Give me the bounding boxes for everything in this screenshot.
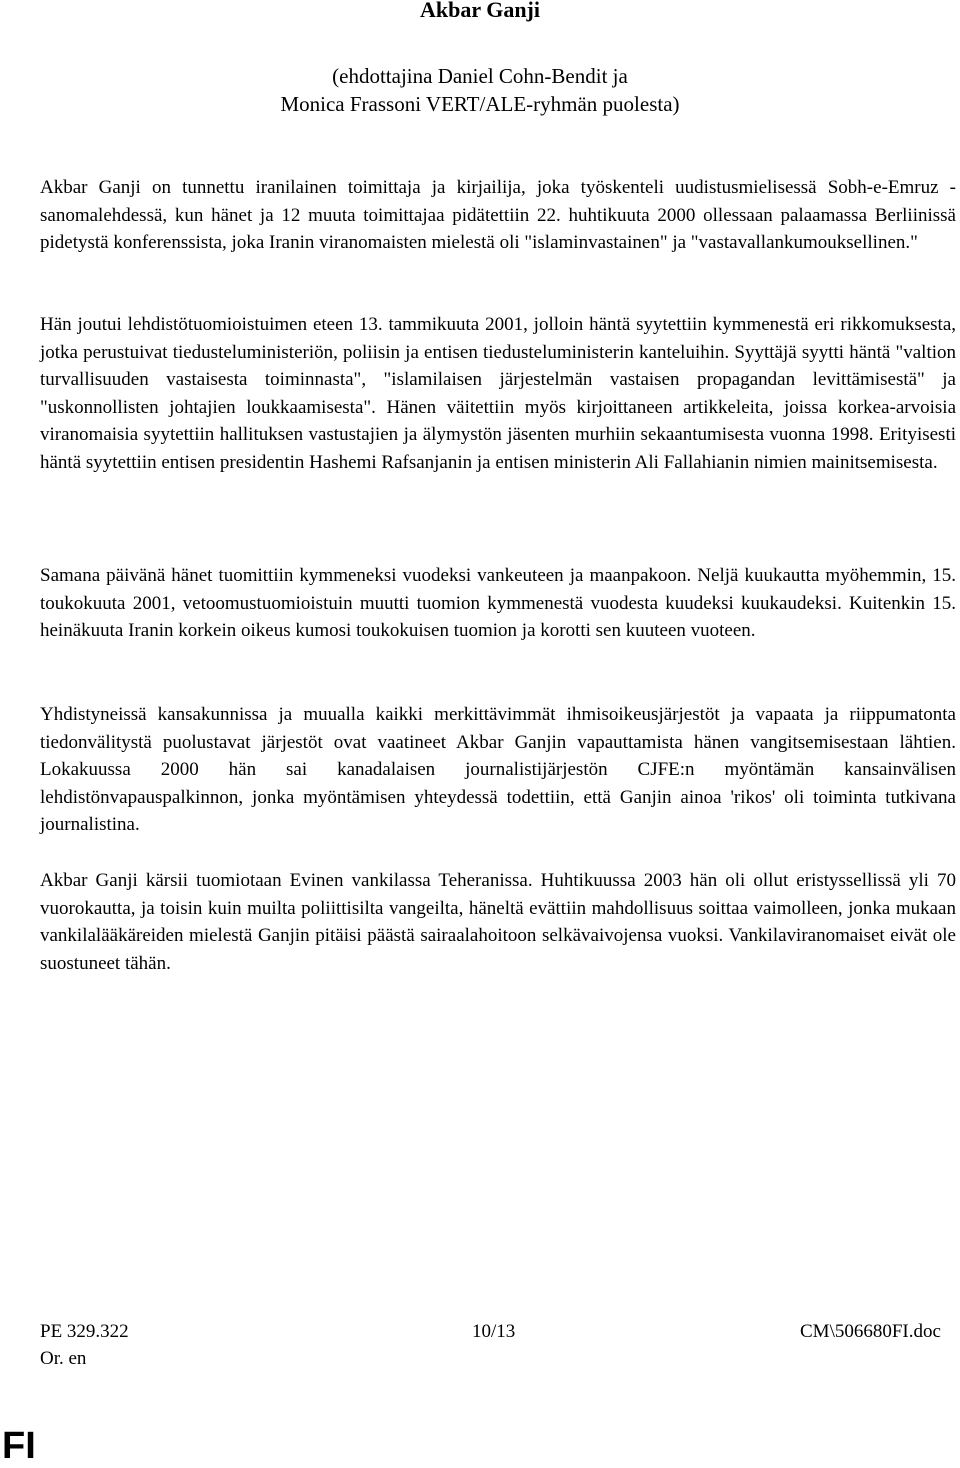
paragraph-1: Akbar Ganji on tunnettu iranilainen toimittaja ja kirjailija, joka työskenteli uudistusmielisessä Sobh-e-Emruz -sanomalehdessä, kun hänet ja 12 muuta toimittajaa pidätettiin 22. huhtikuuta 2000 ollessaan palaamassa Berliinissä pidetystä konferenssista, joka Iranin viranomaisten mielestä oli "islaminvastainen" ja "vastavallankumouksellinen.": [40, 177, 956, 253]
language-code: FI: [2, 1425, 36, 1467]
paragraph-2: Hän joutui lehdistötuomioistuimen eteen 13. tammikuuta 2001, jolloin häntä syytettiin kymmenestä eri rikkomuksesta, jotka perustuivat tiedusteluministeriön, poliisin ja entisen tiedusteluministerin kanteluihin. Syyttäjä syytti häntä "valtion turvallisuuden vastaisesta toiminnasta", "islamilaisen järjestelmän vastaisen propagandan levittämisestä" ja "uskonnollisten johtajien loukkaamisesta". Hänen väitettiin myös kirjoittaneen artikkeleita, joissa korkea-arvoisia viranomaisia syytettiin hallituksen vastustajien ja älymystön jäsenten murhiin sekaantumisesta vuonna 1998. Erityisesti häntä syytettiin entisen presidentin Hashemi Rafsanjanin ja entisen ministerin Ali Fallahianin nimien mainitsemisesta.: [40, 314, 956, 473]
footer-original-language: Or. en: [40, 1348, 87, 1369]
footer-page-number: 10/13: [472, 1321, 516, 1342]
footer-reference: PE 329.322: [40, 1321, 129, 1342]
document-subtitle: [0, 62, 960, 118]
paragraph-4: Yhdistyneissä kansakunnissa ja muualla kaikki merkittävimmät ihmisoikeusjärjestöt ja vapaata ja riippumatonta tiedonvälitystä puolustavat järjestöt ovat vaatineet Akbar Ganjin vapauttamista hänen vangitsemisestaan lähtien. Lokakuussa 2000 hän sai kanadalaisen journalistijärjestön CJFE:n myöntämän kansainvälisen lehdistönvapauspalkinnon, jonka myöntämisen yhteydessä todettiin, että Ganjin ainoa 'rikos' oli toiminta tutkivana journalistina.: [40, 704, 956, 835]
document-title: Akbar Ganji: [419, 0, 540, 22]
footer-filename: CM\506680FI.doc: [800, 1321, 941, 1342]
subtitle-line-2: Monica Frassoni VERT/ALE-ryhmän puolesta): [280, 92, 680, 116]
paragraph-5: Akbar Ganji kärsii tuomiotaan Evinen vankilassa Teheranissa. Huhtikuussa 2003 hän oli ollut eristyssellissä yli 70 vuorokautta, ja toisin kuin muilta poliittisilta vangeilta, häneltä evättiin mahdollisuus soittaa vaimolleen, jonka mukaan vankilalääkäreiden mielestä Ganjin pitäisi päästä sairaalahoitoon selkävaivojensa vuoksi. Vankilaviranomaiset eivät ole suostuneet tähän.: [40, 870, 956, 974]
paragraph-3: Samana päivänä hänet tuomittiin kymmeneksi vuodeksi vankeuteen ja maanpakoon. Neljä kuukautta myöhemmin, 15. toukokuuta 2001, vetoomustuomioistuin muutti tuomion kymmenestä vuodesta kuudeksi kuukaudeksi. Kuitenkin 15. heinäkuuta Iranin korkein oikeus kumosi toukokuisen tuomion ja korotti sen kuuteen vuoteen.: [40, 565, 956, 641]
subtitle-line-1: (ehdottajina Daniel Cohn-Bendit ja: [332, 64, 628, 88]
